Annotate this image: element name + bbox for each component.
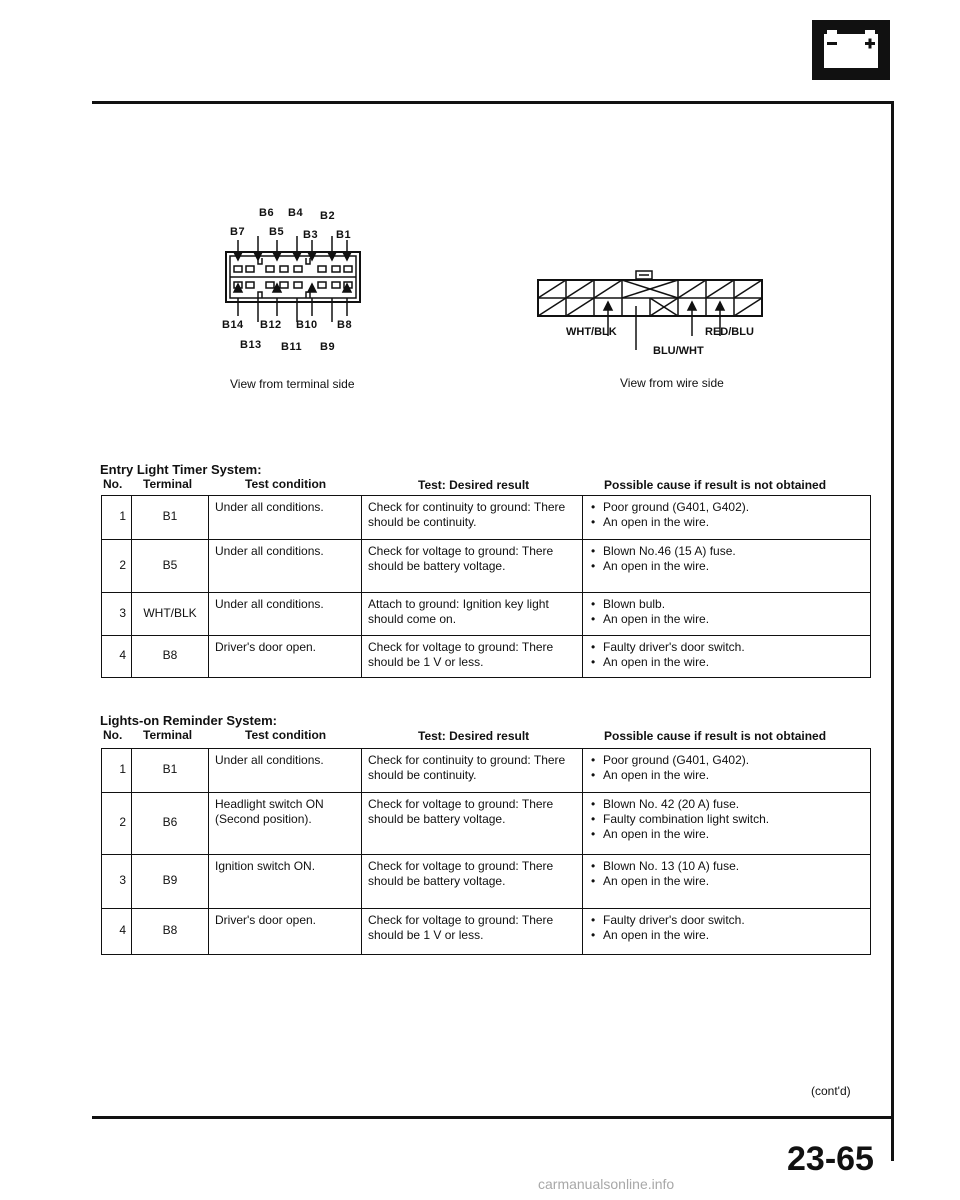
pin-label: B9 xyxy=(320,341,336,353)
pin-label: B5 xyxy=(269,226,285,238)
header-condition: Test condition xyxy=(245,477,327,491)
row-test: Check for voltage to ground: There should be 1 V or less. xyxy=(362,636,583,678)
pin-label: B7 xyxy=(230,226,246,238)
cause-item: • An open in the wire. xyxy=(589,827,864,842)
row-causes xyxy=(583,593,871,636)
row-terminal: B9 xyxy=(132,855,209,909)
row-causes xyxy=(583,496,871,540)
row-causes xyxy=(583,793,871,855)
row-condition: Driver's door open. xyxy=(209,909,362,955)
header-condition: Test condition xyxy=(245,728,327,742)
row-causes xyxy=(583,749,871,793)
pin-label: B4 xyxy=(288,207,304,219)
cause-item: • Blown bulb. xyxy=(589,597,864,612)
row-terminal: B6 xyxy=(132,793,209,855)
row-condition: Under all conditions. xyxy=(209,540,362,593)
cause-item: • An open in the wire. xyxy=(589,612,864,627)
table-row xyxy=(102,749,871,793)
section-title: Entry Light Timer System: xyxy=(100,462,262,477)
wire-label: BLU/WHT xyxy=(653,345,704,357)
header-cause: Possible cause if result is not obtained xyxy=(604,729,827,743)
table-row xyxy=(102,636,871,678)
row-terminal: B8 xyxy=(132,909,209,955)
cause-item: • Poor ground (G401, G402). xyxy=(589,500,864,515)
cause-item: • An open in the wire. xyxy=(589,559,864,574)
connector-caption: View from wire side xyxy=(620,376,724,390)
cause-item: • Poor ground (G401, G402). xyxy=(589,753,864,768)
row-causes xyxy=(583,540,871,593)
row-condition: Ignition switch ON. xyxy=(209,855,362,909)
row-causes xyxy=(583,909,871,955)
cause-item: • Blown No.46 (15 A) fuse. xyxy=(589,544,864,559)
row-number: 3 xyxy=(102,855,132,909)
row-test: Check for voltage to ground: There should be battery voltage. xyxy=(362,793,583,855)
cause-item: • Faulty driver's door switch. xyxy=(589,640,864,655)
cause-item: • Faulty driver's door switch. xyxy=(589,913,864,928)
cause-item: • Blown No. 13 (10 A) fuse. xyxy=(589,859,864,874)
row-test: Attach to ground: Ignition key light should come on. xyxy=(362,593,583,636)
entry-light-table xyxy=(101,495,871,678)
cause-item: • Blown No. 42 (20 A) fuse. xyxy=(589,797,864,812)
row-condition: Driver's door open. xyxy=(209,636,362,678)
pin-label: B1 xyxy=(336,229,352,241)
row-condition: Under all conditions. xyxy=(209,593,362,636)
pin-label: B10 xyxy=(296,319,318,331)
pin-label: B11 xyxy=(281,341,303,353)
connector-caption: View from terminal side xyxy=(230,377,355,391)
header-terminal: Terminal xyxy=(143,477,193,491)
row-number: 4 xyxy=(102,909,132,955)
table-row xyxy=(102,793,871,855)
row-test: Check for voltage to ground: There should be battery voltage. xyxy=(362,855,583,909)
continued-note: (cont'd) xyxy=(811,1084,851,1098)
section-title: Lights-on Reminder System: xyxy=(100,713,277,728)
row-condition: Under all conditions. xyxy=(209,496,362,540)
row-causes xyxy=(583,855,871,909)
header-test: Test: Desired result xyxy=(418,729,530,743)
table-row xyxy=(102,909,871,955)
pin-label: B6 xyxy=(259,207,275,219)
row-number: 3 xyxy=(102,593,132,636)
row-terminal: WHT/BLK xyxy=(132,593,209,636)
cause-item: • Faulty combination light switch. xyxy=(589,812,864,827)
row-number: 2 xyxy=(102,793,132,855)
row-test: Check for voltage to ground: There should be battery voltage. xyxy=(362,540,583,593)
right-rule xyxy=(891,101,894,1161)
header-cause: Possible cause if result is not obtained xyxy=(604,478,827,492)
row-condition: Headlight switch ON (Second position). xyxy=(209,793,362,855)
watermark: carmanualsonline.info xyxy=(538,1176,675,1192)
header-no: No. xyxy=(103,477,123,491)
table-row xyxy=(102,855,871,909)
header-no: No. xyxy=(103,728,123,742)
pin-label: B3 xyxy=(303,229,319,241)
row-test: Check for continuity to ground: There should be continuity. xyxy=(362,496,583,540)
row-test: Check for continuity to ground: There should be continuity. xyxy=(362,749,583,793)
top-rule xyxy=(92,101,892,104)
pin-label: B8 xyxy=(337,319,353,331)
bottom-rule xyxy=(92,1116,894,1119)
cause-item: • An open in the wire. xyxy=(589,874,864,889)
row-terminal: B8 xyxy=(132,636,209,678)
row-number: 1 xyxy=(102,496,132,540)
wire-label: RED/BLU xyxy=(705,326,754,338)
pin-label: B14 xyxy=(222,319,244,331)
row-terminal: B1 xyxy=(132,749,209,793)
row-terminal: B5 xyxy=(132,540,209,593)
header-terminal: Terminal xyxy=(143,728,193,742)
table-row xyxy=(102,496,871,540)
row-terminal: B1 xyxy=(132,496,209,540)
pin-label: B12 xyxy=(260,319,282,331)
pin-label: B13 xyxy=(240,339,262,351)
connector-body xyxy=(214,236,376,326)
header-test: Test: Desired result xyxy=(418,478,530,492)
row-number: 1 xyxy=(102,749,132,793)
wire-label: WHT/BLK xyxy=(566,326,617,338)
row-number: 4 xyxy=(102,636,132,678)
table-row xyxy=(102,593,871,636)
cause-item: • An open in the wire. xyxy=(589,928,864,943)
row-causes xyxy=(583,636,871,678)
cause-item: • An open in the wire. xyxy=(589,655,864,670)
row-condition: Under all conditions. xyxy=(209,749,362,793)
connector-body xyxy=(530,266,770,366)
row-number: 2 xyxy=(102,540,132,593)
cause-item: • An open in the wire. xyxy=(589,768,864,783)
row-test: Check for voltage to ground: There should be 1 V or less. xyxy=(362,909,583,955)
page-number: 23-65 xyxy=(787,1140,874,1178)
cause-item: • An open in the wire. xyxy=(589,515,864,530)
table-row xyxy=(102,540,871,593)
battery-icon xyxy=(812,20,890,80)
pin-label: B2 xyxy=(320,210,336,222)
lights-reminder-table xyxy=(101,748,871,955)
